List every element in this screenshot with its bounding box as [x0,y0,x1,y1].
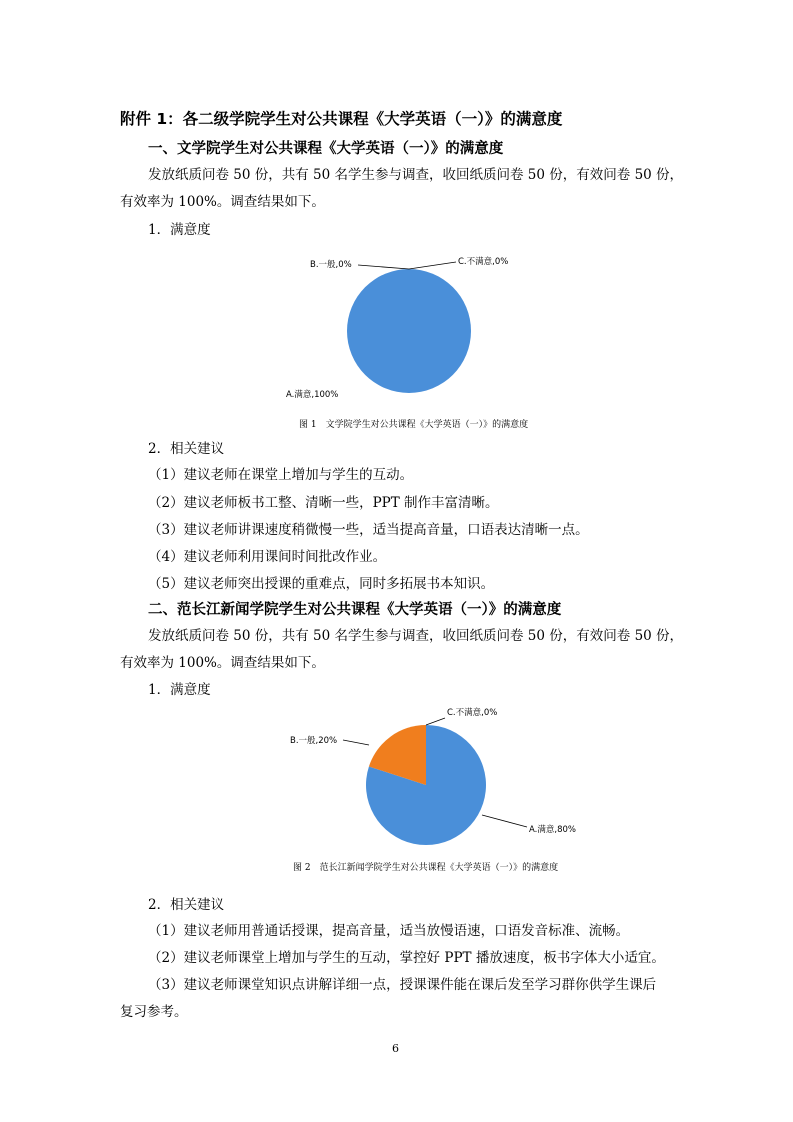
pie2-label-b: B.一般,20% [290,736,338,746]
pie2-label-a: A.满意,80% [529,825,576,835]
section1-suggestion-4: （4）建议老师利用课间时间批改作业。 [148,549,387,565]
document-title: 附件 1：各二级学院学生对公共课程《大学英语（一）》的满意度 [120,110,563,128]
section2-suggestion-1: （1）建议老师用普通话授课，提高音量，适当放慢语速，口语发音标准、流畅。 [148,923,630,939]
pie1-label-b: B.一般,0% [310,260,352,270]
section2-suggestion-3: （3）建议老师课堂知识点讲解详细一点，授课课件能在课后发至学习群你供学生课后 [148,977,657,993]
figure2-caption: 图 2 范长江新闻学院学生对公共课程《大学英语（一）》的满意度 [293,863,559,873]
pie1-label-a: A.满意,100% [286,390,339,400]
section2-subheading-suggestions: 2．相关建议 [148,897,225,913]
pie2-leader-b [343,740,369,745]
section1-suggestion-5: （5）建议老师突出授课的重难点，同时多拓展书本知识。 [148,576,495,592]
pie1-leader-c [409,262,456,269]
pie-chart-1 [270,250,550,405]
page-number: 6 [392,1042,399,1055]
section1-heading: 一、文学院学生对公共课程《大学英语（一）》的满意度 [148,141,504,157]
pie2-leader-a [482,815,527,827]
section2-suggestion-3-continued: 复习参考。 [120,1004,188,1020]
section1-suggestion-3: （3）建议老师讲课速度稍微慢一些，适当提高音量，口语表达清晰一点。 [148,522,589,538]
pie-chart-2 [270,700,600,850]
section2-paragraph-line2: 有效率为 100%。调查结果如下。 [120,655,325,671]
section1-subheading-suggestions: 2．相关建议 [148,441,225,457]
section1-subheading-satisfaction: 1．满意度 [148,222,211,238]
section2-paragraph-line1: 发放纸质问卷 50 份，共有 50 名学生参与调查，收回纸质问卷 50 份，有效问卷 50 份， [148,628,684,644]
section2-heading: 二、范长江新闻学院学生对公共课程《大学英语（一）》的满意度 [148,602,562,618]
figure1-caption: 图 1 文学院学生对公共课程《大学英语（一）》的满意度 [299,420,529,430]
section2-subheading-satisfaction: 1．满意度 [148,682,211,698]
section1-paragraph-line1: 发放纸质问卷 50 份，共有 50 名学生参与调查，收回纸质问卷 50 份，有效问卷 50 份， [148,167,684,183]
section1-suggestion-2: （2）建议老师板书工整、清晰一些，PPT 制作丰富清晰。 [148,495,499,511]
pie1-label-c: C.不满意,0% [458,257,509,267]
pie2-label-c: C.不满意,0% [447,708,498,718]
section1-paragraph-line2: 有效率为 100%。调查结果如下。 [120,194,325,210]
pie1-slice-a [347,269,471,393]
pie2-slices [366,725,486,845]
pie2-leader-c [426,718,445,725]
section2-suggestion-2: （2）建议老师课堂上增加与学生的互动，掌控好 PPT 播放速度，板书字体大小适宜。 [148,950,665,966]
pie1-leader-b [358,265,409,269]
section1-suggestion-1: （1）建议老师在课堂上增加与学生的互动。 [148,467,414,483]
